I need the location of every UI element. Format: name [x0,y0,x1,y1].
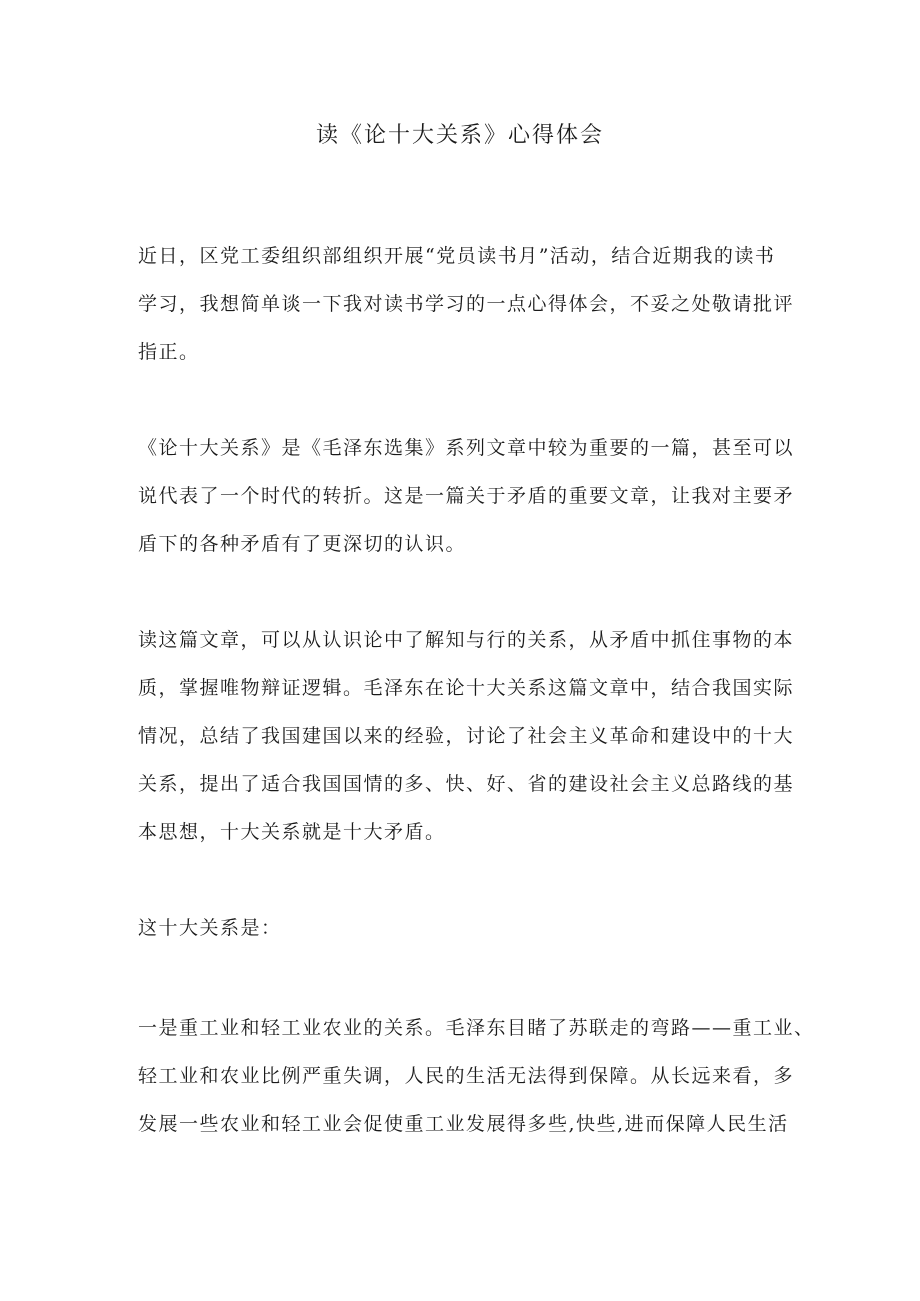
text-line: 本思想，十大关系就是十大矛盾。 [138,821,446,843]
text-line: 关系，提出了适合我国国情的多、快、好、省的建设社会主义总路线的基 [138,773,795,795]
text-line: 盾下的各种矛盾有了更深切的认识。 [138,533,467,555]
text-line: 近日，区党工委组织部组织开展“党员读书月”活动，结合近期我的读书 [138,245,776,267]
paragraph-relation-one [138,1004,815,1148]
text-line: 指正。 [138,341,200,363]
text-line: 《论十大关系》是《毛泽东选集》系列文章中较为重要的一篇，甚至可以 [138,437,795,459]
text-line: 学习，我想简单谈一下我对读书学习的一点心得体会，不妥之处敬请批评 [138,293,795,315]
text-line: 轻工业和农业比例严重失调，人民的生活无法得到保障。从长远来看，多 [138,1065,795,1087]
document-title: 读《论十大关系》心得体会 [315,123,604,148]
paragraph-reading [138,616,798,856]
text-line: 情况，总结了我国建国以来的经验，讨论了社会主义革命和建设中的十大 [138,725,795,747]
paragraph-intro [138,232,798,376]
text-line: 一是重工业和轻工业农业的关系。毛泽东目睹了苏联走的弯路——重工业、 [138,1017,815,1039]
text-line: 质，掌握唯物辩证逻辑。毛泽东在论十大关系这篇文章中，结合我国实际 [138,677,795,699]
text-line: 这十大关系是： [138,917,282,939]
text-line: 发展一些农业和轻工业会促使重工业发展得多些,快些,进而保障人民生活 [138,1113,789,1135]
paragraph-list-intro [138,904,798,952]
text-line: 说代表了一个时代的转折。这是一篇关于矛盾的重要文章，让我对主要矛 [138,485,795,507]
paragraph-overview [138,424,798,568]
text-line: 读这篇文章，可以从认识论中了解知与行的关系，从矛盾中抓住事物的本 [138,629,795,651]
